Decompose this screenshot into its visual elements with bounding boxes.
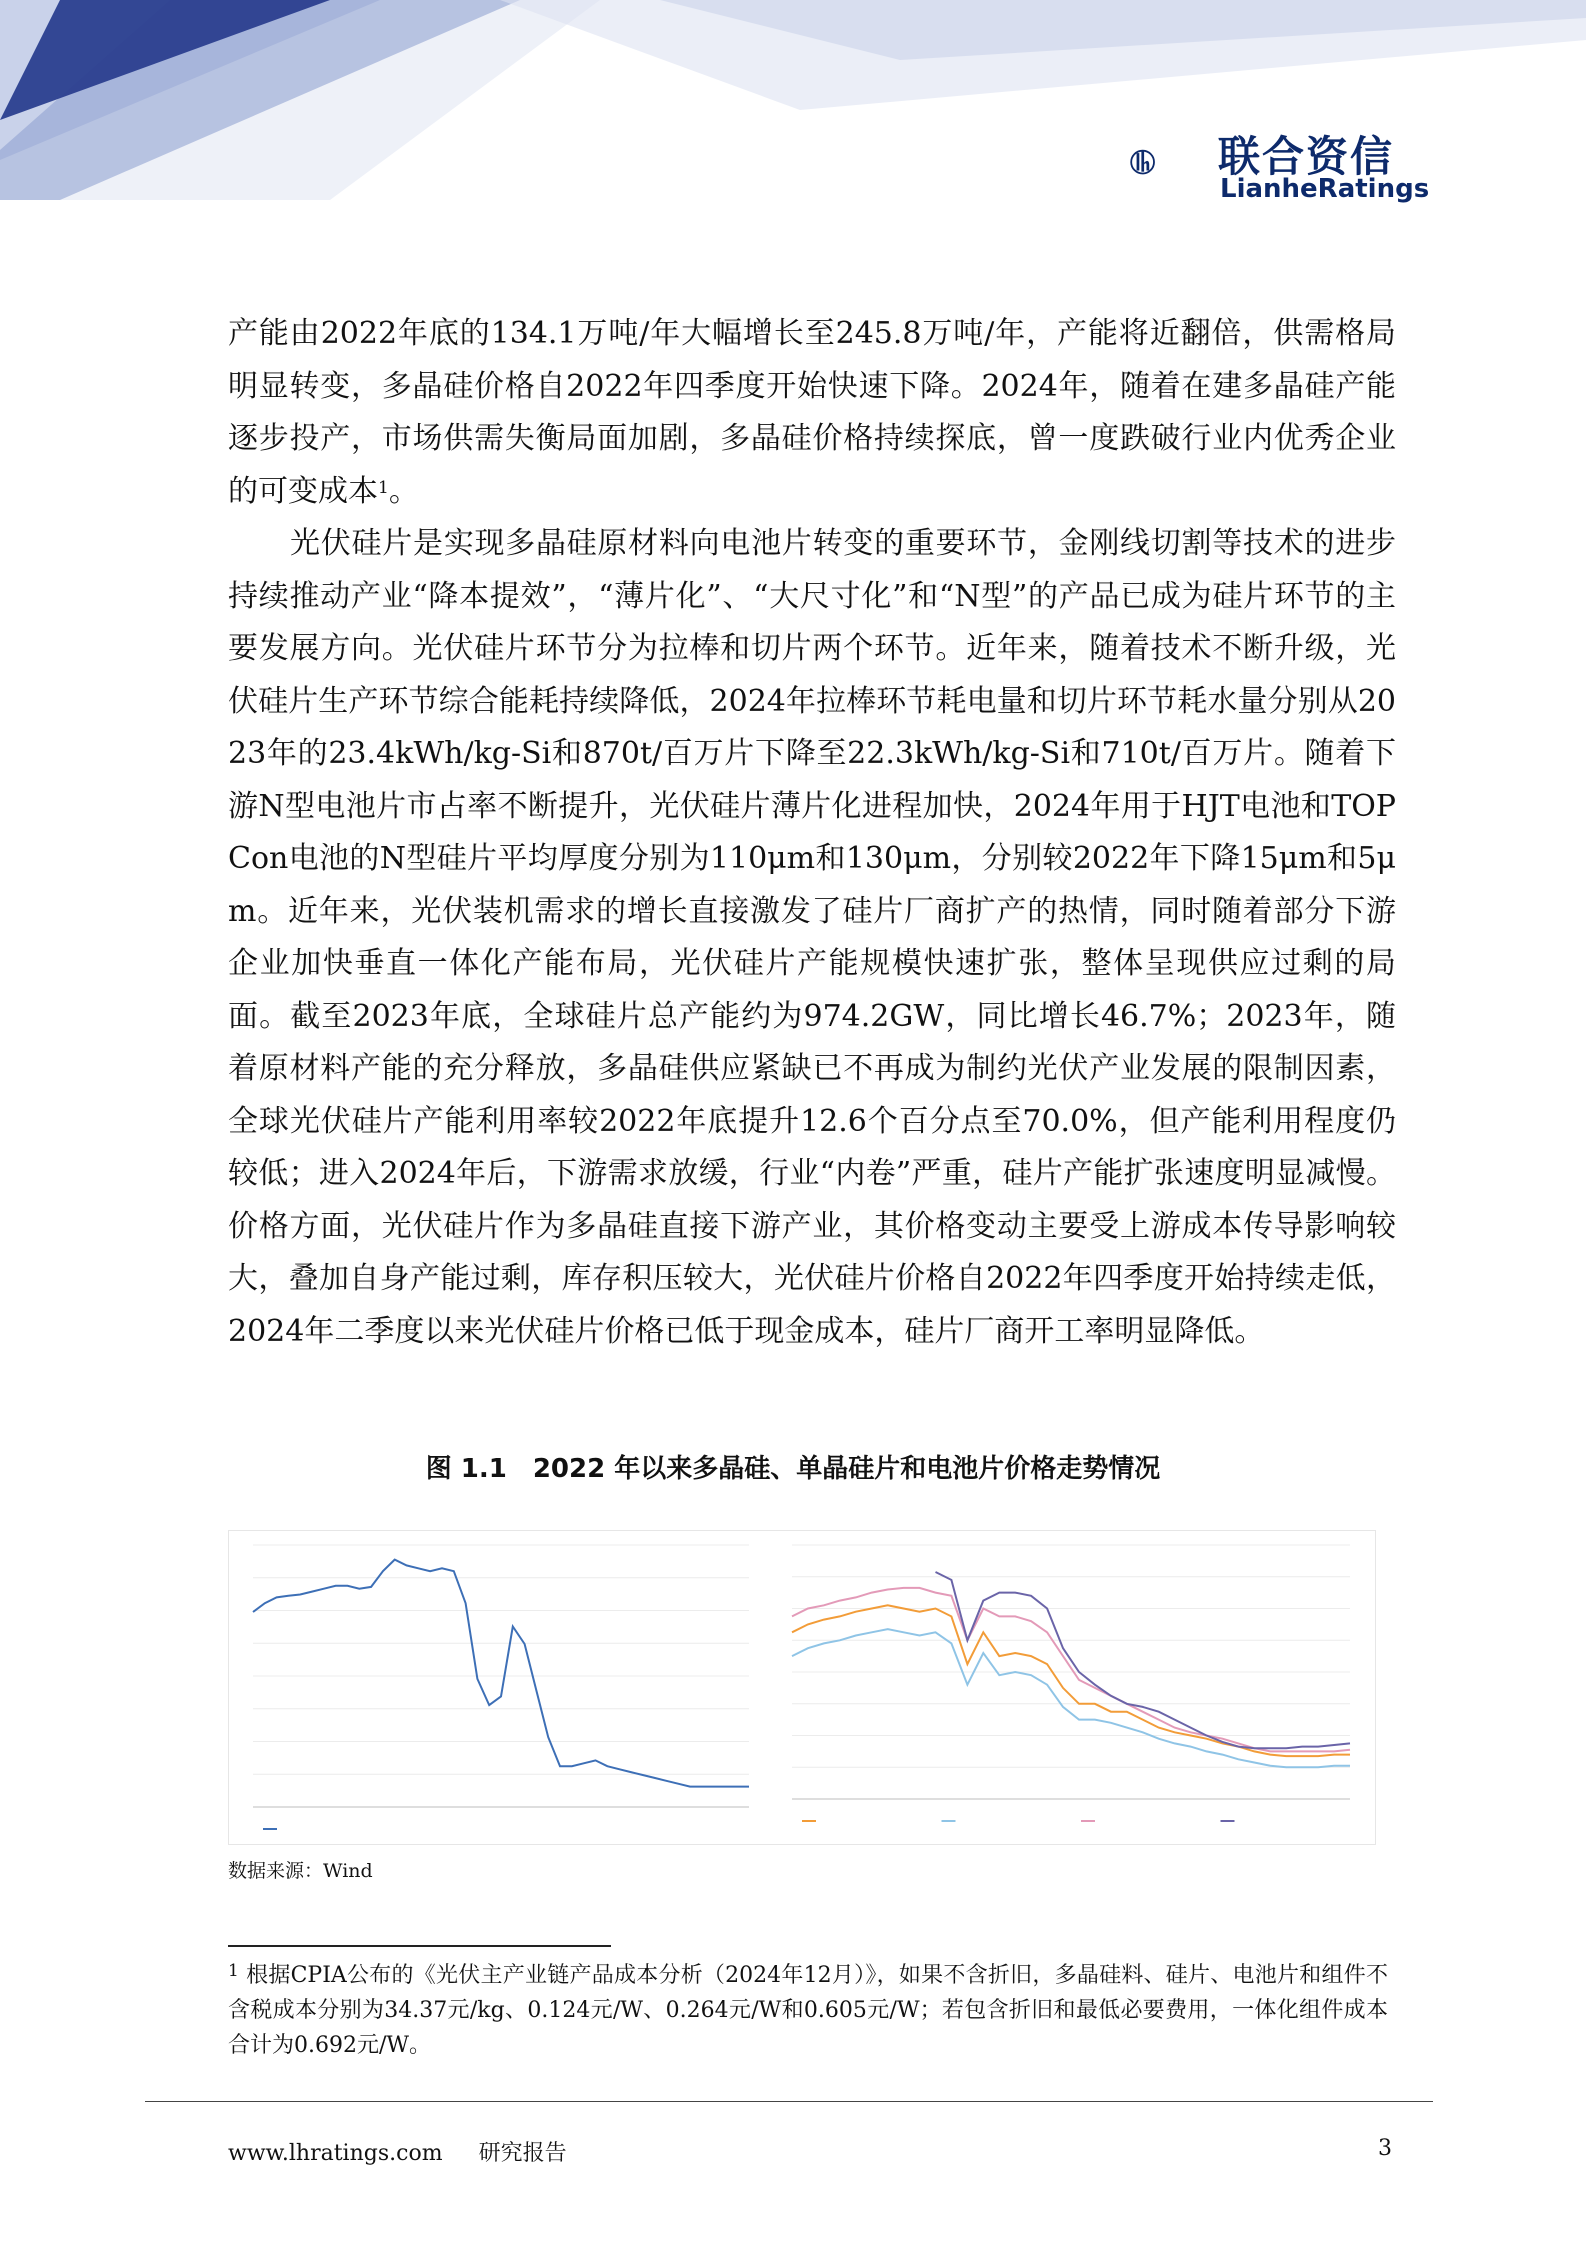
- footer-left: [228, 2136, 567, 2167]
- series-line-2: [792, 1629, 1350, 1767]
- series-line-4: [936, 1572, 1351, 1748]
- logo-text-cn: 联合资信: [1218, 132, 1395, 181]
- polysilicon-price-chart: [229, 1531, 769, 1844]
- footer-website[interactable]: www.lhratings.com: [228, 2141, 443, 2166]
- company-logo-mark: [1130, 118, 1220, 208]
- series-line-1: [792, 1605, 1350, 1756]
- paragraph-2: 光伏硅片是实现多晶硅原材料向电池片转变的重要环节，金刚线切割等技术的进步持续推动产业“降本提效”，“薄片化”、“大尺寸化”和“N型”的产品已成为硅片环节的主要发展方向。光伏硅片环节分为拉棒和切片两个环节。近年来，随着技术不断升级，光伏硅片生产环节综合能耗持续降低，2024年拉棒环节耗电量和切片环节耗水量分别从2023年的23.4kWh/kg-Si和870t/百万片下降至22.3kWh/kg-Si和710t/百万片。随着下游N型电池片市占率不断提升，光伏硅片薄片化进程加快，2024年用于HJT电池和TOPCon电池的N型硅片平均厚度分别为110μm和130μm，分别较2022年下降15μm和5μm。近年来，光伏装机需求的增长直接激发了硅片厂商扩产的热情，同时随着部分下游企业加快垂直一体化产能布局，光伏硅片产能规模快速扩张，整体呈现供应过剩的局面。截至2023年底，全球硅片总产能约为974.2GW，同比增长46.7%；2023年，随着原材料产能的充分释放，多晶硅供应紧缺已不再成为制约光伏产业发展的限制因素，全球光伏硅片产能利用率较2022年底提升12.6个百分点至70.0%，但产能利用程度仍较低；进入2024年后，下游需求放缓，行业“内卷”严重，硅片产能扩张速度明显减慢。价格方面，光伏硅片作为多晶硅直接下游产业，其价格变动主要受上游成本传导影响较大，叠加自身产能过剩，库存积压较大，光伏硅片价格自2022年四季度开始持续走低，2024年二季度以来光伏硅片价格已低于现金成本，硅片厂商开工率明显降低。: [228, 526, 1396, 1349]
- data-source: 数据来源：Wind: [228, 1860, 373, 1882]
- series-line-3: [792, 1588, 1350, 1752]
- footer-report-type: 研究报告: [478, 2141, 567, 2166]
- page-number: 3: [1378, 2136, 1392, 2161]
- footnote-marker: 1: [228, 1961, 239, 1981]
- figure-title: 图 1.1 2022 年以来多晶硅、单晶硅片和电池片价格走势情况: [425, 1454, 1161, 1484]
- paragraph-1: 产能由2022年底的134.1万吨/年大幅增长至245.8万吨/年，产能将近翻倍，供需格局明显转变，多晶硅价格自2022年四季度开始快速下降。2024年，随着在建多晶硅产能逐步投产，市场供需失衡局面加剧，多晶硅价格持续探底，曾一度跌破行业内优秀企业的可变成本$^1$。: [228, 316, 1396, 509]
- footnote-ref[interactable]: 1: [378, 477, 389, 498]
- figure-panel: [228, 1530, 1376, 1845]
- footnote: [228, 1958, 1388, 2063]
- wafer-cell-price-chart: [774, 1531, 1374, 1844]
- body-text: [228, 308, 1396, 1358]
- footer-divider: [145, 2101, 1433, 2102]
- footnote-text: 根据CPIA公布的《光伏主产业链产品成本分析（2024年12月）》，如果不含折旧，多晶硅料、硅片、电池片和组件不含税成本分别为34.37元/kg、0.124元/W、0.264元/W和0.605元/W；若包含折旧和最低必要费用，一体化组件成本合计为0.692元/W。: [228, 1963, 1389, 2058]
- logo-text-en: LianheRatings: [1220, 174, 1430, 204]
- series-line-1: [253, 1560, 749, 1787]
- footnote-divider: [228, 1945, 611, 1947]
